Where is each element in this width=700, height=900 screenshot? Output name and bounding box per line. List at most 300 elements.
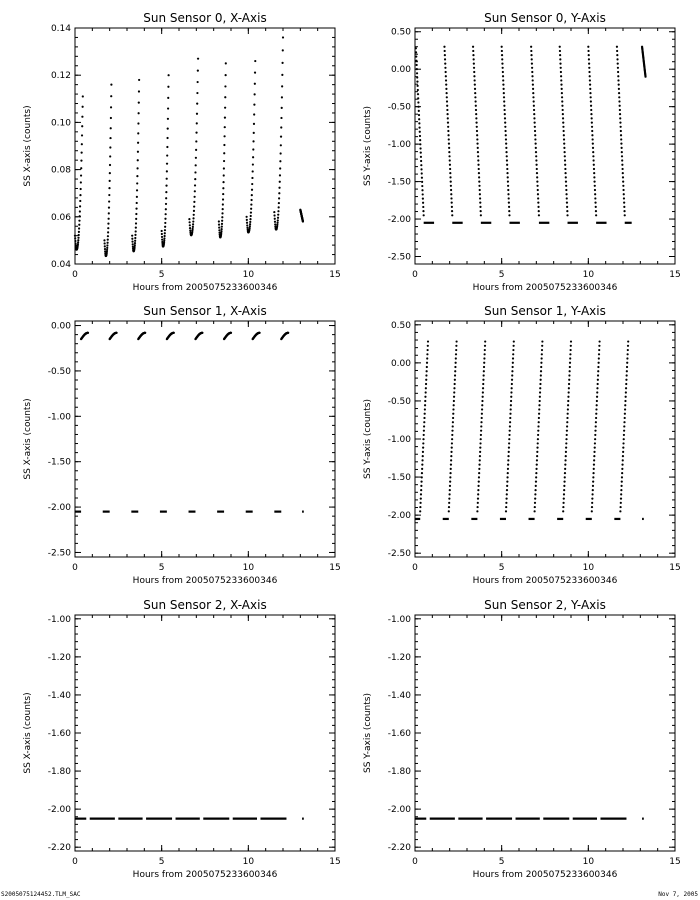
data-point — [534, 497, 536, 499]
data-point — [568, 391, 570, 393]
data-point — [421, 177, 423, 179]
data-point — [218, 226, 220, 228]
y-tick-label: 0.00 — [390, 358, 411, 369]
data-point — [565, 447, 567, 449]
data-point — [420, 497, 422, 499]
data-point — [483, 357, 485, 359]
data-point — [196, 92, 198, 94]
data-point — [506, 155, 508, 157]
data-point — [482, 379, 484, 381]
data-point — [452, 408, 454, 410]
data-point — [511, 387, 513, 389]
data-point — [451, 438, 453, 440]
data-point — [221, 220, 223, 222]
data-point — [103, 239, 105, 241]
data-point — [250, 199, 252, 201]
data-point — [473, 71, 475, 73]
data-point — [508, 214, 510, 216]
data-point — [249, 223, 251, 225]
data-point — [562, 506, 564, 508]
data-point — [447, 130, 449, 132]
data-point — [616, 54, 618, 56]
data-point — [476, 138, 478, 140]
data-point — [505, 151, 507, 153]
data-point — [196, 122, 198, 124]
data-point — [508, 451, 510, 453]
data-point — [221, 226, 223, 228]
data-point — [504, 130, 506, 132]
data-point — [446, 96, 448, 98]
data-point — [536, 459, 538, 461]
chart-panel-3 — [363, 304, 681, 586]
data-point — [618, 84, 620, 86]
data-point — [419, 135, 421, 137]
data-point — [161, 236, 163, 238]
data-point — [511, 370, 513, 372]
data-point — [420, 493, 422, 495]
data-point — [444, 58, 446, 60]
data-point — [477, 502, 479, 504]
data-point — [473, 58, 475, 60]
data-point — [505, 134, 507, 136]
data-point — [254, 72, 256, 74]
data-point — [166, 154, 168, 156]
data-point — [568, 387, 570, 389]
data-point — [627, 349, 629, 351]
x-tick-label: 15 — [669, 563, 681, 573]
data-point — [588, 54, 590, 56]
data-point — [597, 366, 599, 368]
data-point — [474, 79, 476, 81]
data-point — [278, 197, 280, 199]
data-point — [506, 481, 508, 483]
data-point — [420, 481, 422, 483]
data-point — [450, 464, 452, 466]
data-point — [279, 181, 281, 183]
data-point — [252, 148, 254, 150]
data-point — [508, 197, 510, 199]
data-point — [538, 214, 540, 216]
data-point — [166, 146, 168, 148]
data-point — [593, 164, 595, 166]
data-point — [277, 210, 279, 212]
data-point — [421, 172, 423, 174]
data-point — [476, 143, 478, 145]
data-point — [416, 76, 418, 78]
data-point — [622, 459, 624, 461]
data-point — [590, 109, 592, 111]
data-point — [503, 92, 505, 94]
data-point — [79, 210, 81, 212]
data-point — [532, 92, 534, 94]
data-point — [167, 107, 169, 109]
data-point — [478, 472, 480, 474]
data-point — [136, 189, 138, 191]
data-point — [510, 400, 512, 402]
data-point — [626, 370, 628, 372]
data-point — [484, 340, 486, 342]
data-point — [533, 100, 535, 102]
data-point — [536, 451, 538, 453]
data-point — [417, 97, 419, 99]
data-point — [167, 86, 169, 88]
data-point — [474, 88, 476, 90]
y-tick-label: 0.12 — [50, 71, 71, 82]
data-point — [475, 105, 477, 107]
data-point — [593, 464, 595, 466]
data-point — [592, 476, 594, 478]
data-point — [418, 114, 420, 116]
data-point — [480, 210, 482, 212]
chart-panel-4 — [23, 598, 341, 880]
data-point — [567, 408, 569, 410]
data-point — [478, 176, 480, 178]
data-point — [626, 362, 628, 364]
data-point — [480, 214, 482, 216]
data-point — [173, 332, 175, 334]
data-point — [427, 345, 429, 347]
data-point — [505, 510, 507, 512]
data-point — [482, 387, 484, 389]
data-point — [566, 214, 568, 216]
data-point — [534, 126, 536, 128]
data-point — [106, 242, 108, 244]
data-point — [508, 202, 510, 204]
data-point — [108, 218, 110, 220]
data-point — [535, 155, 537, 157]
x-tick-label: 15 — [329, 270, 341, 280]
data-point — [197, 58, 199, 60]
data-point — [564, 468, 566, 470]
data-point — [475, 100, 477, 102]
data-point — [280, 136, 282, 138]
data-point — [501, 62, 503, 64]
data-point — [446, 113, 448, 115]
data-point — [135, 218, 137, 220]
data-point — [135, 222, 137, 224]
data-point — [109, 137, 111, 139]
data-point — [503, 88, 505, 90]
y-tick-label: -1.00 — [47, 412, 71, 423]
data-point — [594, 447, 596, 449]
data-point — [450, 468, 452, 470]
data-point — [476, 510, 478, 512]
data-point — [107, 227, 109, 229]
data-point — [512, 362, 514, 364]
data-point — [223, 167, 225, 169]
data-point — [562, 113, 564, 115]
data-point — [597, 383, 599, 385]
data-point — [620, 489, 622, 491]
data-point — [540, 370, 542, 372]
data-point — [535, 143, 537, 145]
data-point — [417, 101, 419, 103]
data-point — [513, 345, 515, 347]
data-point — [570, 349, 572, 351]
data-point — [593, 455, 595, 457]
data-point — [510, 408, 512, 410]
x-tick-label: 10 — [582, 563, 595, 573]
data-point — [418, 118, 420, 120]
data-point — [508, 434, 510, 436]
data-point — [620, 493, 622, 495]
data-point — [250, 211, 252, 213]
data-point — [473, 67, 475, 69]
y-axis-label: SS X-axis (counts) — [23, 105, 33, 187]
data-point — [621, 147, 623, 149]
data-point — [592, 489, 594, 491]
data-point — [281, 74, 283, 76]
x-tick-label: 0 — [72, 270, 78, 280]
x-tick-label: 15 — [329, 563, 341, 573]
data-point — [592, 138, 594, 140]
data-point — [475, 121, 477, 123]
data-point — [480, 430, 482, 432]
data-point — [506, 485, 508, 487]
data-point — [225, 74, 227, 76]
x-tick-label: 10 — [242, 857, 255, 867]
data-point — [508, 210, 510, 212]
data-point — [250, 203, 252, 205]
data-point — [507, 472, 509, 474]
data-point — [621, 476, 623, 478]
data-point — [559, 46, 561, 48]
data-point — [166, 170, 168, 172]
data-point — [624, 404, 626, 406]
data-point — [510, 404, 512, 406]
data-point — [451, 442, 453, 444]
data-point — [79, 200, 81, 202]
data-point — [591, 502, 593, 504]
data-point — [165, 213, 167, 215]
y-tick-label: -0.50 — [387, 396, 411, 407]
data-point — [592, 485, 594, 487]
data-point — [110, 127, 112, 129]
data-point — [598, 353, 600, 355]
data-point — [561, 105, 563, 107]
data-point — [562, 510, 564, 512]
data-point — [538, 413, 540, 415]
data-point — [453, 396, 455, 398]
data-point — [595, 425, 597, 427]
data-point — [531, 62, 533, 64]
data-point — [74, 240, 76, 242]
chart-panel-1 — [363, 11, 681, 293]
y-tick-label: -0.50 — [387, 102, 411, 113]
data-point — [193, 205, 195, 207]
data-point — [617, 79, 619, 81]
data-point — [535, 481, 537, 483]
data-point — [534, 510, 536, 512]
data-point — [598, 357, 600, 359]
y-tick-label: -2.00 — [387, 805, 411, 816]
data-point — [246, 222, 248, 224]
data-point — [621, 464, 623, 466]
data-point — [254, 93, 256, 95]
chart-title: Sun Sensor 1, Y-Axis — [484, 304, 606, 318]
data-point — [446, 100, 448, 102]
data-point — [622, 447, 624, 449]
data-point — [167, 128, 169, 130]
data-point — [591, 497, 593, 499]
data-point — [537, 430, 539, 432]
data-point — [484, 349, 486, 351]
data-point — [593, 168, 595, 170]
data-point — [416, 68, 418, 70]
data-point — [189, 221, 191, 223]
data-point — [590, 113, 592, 115]
data-point — [195, 140, 197, 142]
data-point — [277, 214, 279, 216]
data-point — [166, 137, 168, 139]
data-point — [249, 225, 251, 227]
data-point — [624, 417, 626, 419]
data-point — [135, 227, 137, 229]
data-point — [449, 489, 451, 491]
y-tick-label: -2.00 — [47, 503, 71, 514]
data-point — [230, 332, 232, 334]
chart-title: Sun Sensor 0, Y-Axis — [484, 11, 606, 25]
data-point — [568, 383, 570, 385]
data-point — [622, 455, 624, 457]
data-point — [421, 189, 423, 191]
data-point — [447, 126, 449, 128]
data-point — [253, 132, 255, 134]
data-point — [482, 391, 484, 393]
x-tick-label: 10 — [582, 857, 595, 867]
data-point — [423, 421, 425, 423]
plot-frame — [415, 615, 675, 851]
data-point — [77, 239, 79, 241]
data-point — [593, 176, 595, 178]
data-point — [626, 374, 628, 376]
data-point — [144, 332, 146, 334]
data-point — [596, 404, 598, 406]
data-point — [620, 143, 622, 145]
data-point — [507, 459, 509, 461]
x-tick-label: 10 — [242, 270, 255, 280]
data-point — [419, 139, 421, 141]
data-point — [512, 349, 514, 351]
data-point — [503, 105, 505, 107]
data-point — [449, 164, 451, 166]
data-point — [598, 345, 600, 347]
data-point — [589, 79, 591, 81]
data-point — [281, 96, 283, 98]
data-point — [506, 172, 508, 174]
data-point — [621, 159, 623, 161]
data-point — [481, 413, 483, 415]
data-point — [222, 181, 224, 183]
data-point — [533, 109, 535, 111]
data-point — [450, 455, 452, 457]
data-point — [418, 106, 420, 108]
data-point — [593, 180, 595, 182]
data-point — [589, 84, 591, 86]
x-tick-label: 10 — [582, 270, 595, 280]
data-point — [422, 210, 424, 212]
data-point — [427, 349, 429, 351]
y-tick-label: -1.50 — [387, 177, 411, 188]
data-point — [477, 497, 479, 499]
data-point — [504, 117, 506, 119]
data-point — [192, 220, 194, 222]
data-point — [136, 196, 138, 198]
y-axis-label: SS Y-axis (counts) — [363, 399, 373, 479]
data-point — [104, 245, 106, 247]
data-point — [449, 172, 451, 174]
data-point — [541, 340, 543, 342]
data-point — [455, 362, 457, 364]
data-point — [616, 46, 618, 48]
data-point — [563, 143, 565, 145]
data-point — [539, 387, 541, 389]
data-point — [476, 130, 478, 132]
data-point — [534, 506, 536, 508]
data-point — [164, 222, 166, 224]
data-point — [279, 167, 281, 169]
data-point — [591, 126, 593, 128]
data-point — [532, 79, 534, 81]
data-point — [420, 164, 422, 166]
data-point — [505, 147, 507, 149]
y-tick-label: -2.00 — [387, 215, 411, 226]
data-point — [474, 92, 476, 94]
data-point — [566, 434, 568, 436]
data-point — [221, 228, 223, 230]
data-point — [478, 172, 480, 174]
data-point — [421, 181, 423, 183]
data-point — [511, 379, 513, 381]
plot-frame — [75, 615, 335, 851]
data-point — [134, 234, 136, 236]
data-point — [474, 84, 476, 86]
data-point — [563, 485, 565, 487]
data-point — [563, 134, 565, 136]
data-point — [539, 391, 541, 393]
chart-panel-5 — [363, 598, 681, 880]
data-point — [534, 130, 536, 132]
data-point — [477, 506, 479, 508]
data-point — [535, 472, 537, 474]
data-point — [620, 497, 622, 499]
data-point — [507, 464, 509, 466]
data-point — [533, 105, 535, 107]
data-point — [592, 151, 594, 153]
y-tick-label: 0.06 — [50, 212, 71, 223]
data-point — [444, 62, 446, 64]
data-point — [78, 220, 80, 222]
data-point — [164, 232, 166, 234]
y-tick-label: -1.20 — [47, 652, 71, 663]
data-point — [136, 182, 138, 184]
y-tick-label: -1.50 — [47, 457, 71, 468]
data-point — [589, 75, 591, 77]
data-point — [507, 189, 509, 191]
data-point — [621, 481, 623, 483]
data-point — [445, 84, 447, 86]
data-point — [448, 155, 450, 157]
data-point — [193, 214, 195, 216]
data-point — [249, 218, 251, 220]
footer-date: Nov 7, 2005 — [658, 891, 698, 898]
data-point — [107, 223, 109, 225]
data-point — [455, 357, 457, 359]
data-point — [188, 218, 190, 220]
data-point — [201, 332, 203, 334]
data-point — [252, 170, 254, 172]
data-point — [449, 481, 451, 483]
